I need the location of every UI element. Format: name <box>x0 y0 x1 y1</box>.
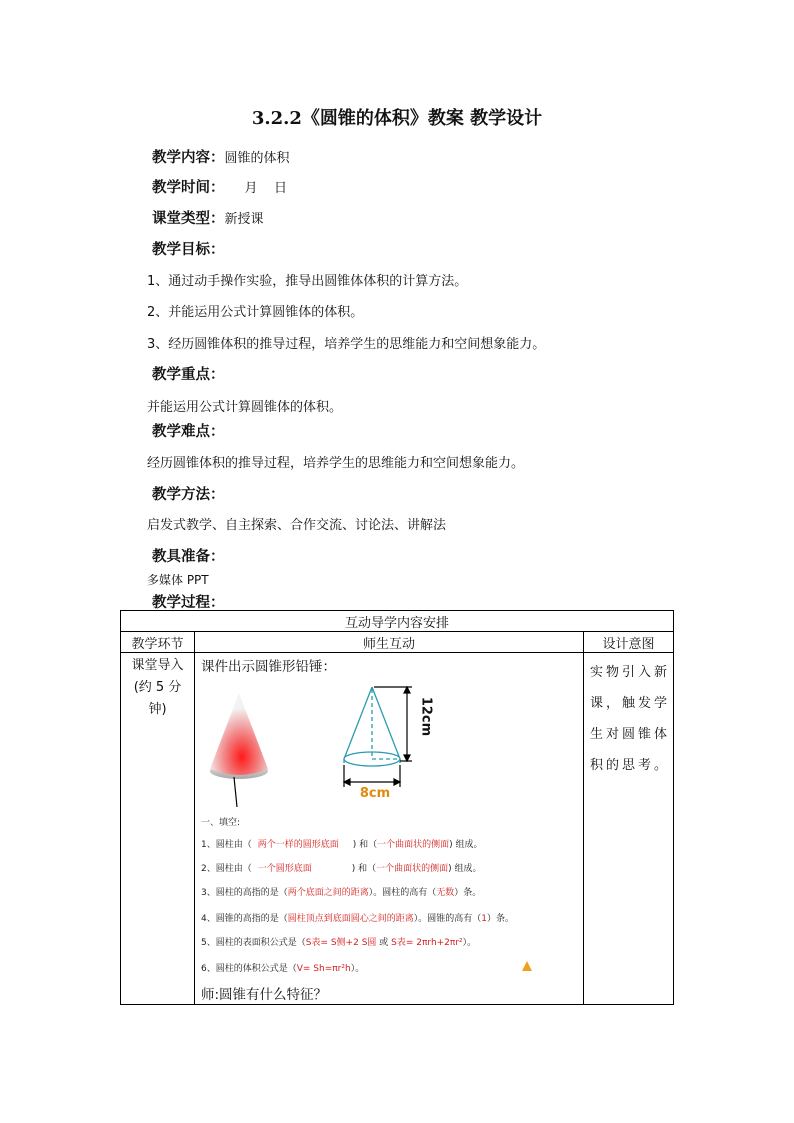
key-point-heading: 教学重点： <box>152 367 225 383</box>
class-type-label: 课堂类型： <box>152 211 225 227</box>
diameter-label: 8cm <box>359 786 391 801</box>
difficulty-heading: 教学难点： <box>152 424 225 440</box>
q2-answer-2: 一个曲面状的侧面 <box>376 864 449 874</box>
teaching-content-value: 圆锥的体积 <box>224 151 290 166</box>
method-text: 启发式教学、自主探索、合作交流、讨论法、讲解法 <box>147 518 447 533</box>
q2-a: 2、圆柱由（ <box>201 864 252 874</box>
table-caption: 互动导学内容安排 <box>121 611 674 632</box>
q2-e: ) 组成。 <box>448 864 482 874</box>
q4-a: 4、圆锥的高指的是（ <box>201 914 288 924</box>
q1-a: 1、圆柱由（ <box>201 840 252 850</box>
teaching-content <box>152 146 290 167</box>
q5-answer-2: S表= 2πrh+2πr² <box>391 938 463 948</box>
teaching-time-value: 月 日 <box>244 181 288 196</box>
teacher-question: 师:圆锥有什么特征？ <box>201 987 328 1003</box>
fill-question-1 <box>201 837 483 850</box>
fill-question-5 <box>201 935 476 948</box>
q4-answer-1: 圆柱顶点到底面圆心之间的距离 <box>287 914 414 924</box>
q4-c: ）。圆锥的高有（ <box>413 914 482 924</box>
process-heading: 教学过程： <box>152 595 225 611</box>
fill-question-3 <box>201 885 481 898</box>
stage-line: 钟) <box>148 702 167 717</box>
header-intent: 设计意图 <box>584 632 674 653</box>
q2-answer-1: 一个圆形底面 <box>257 864 312 874</box>
q3-answer-2: 无数 <box>436 888 455 898</box>
header-stage: 教学环节 <box>121 632 195 653</box>
height-label: 12cm <box>418 696 434 737</box>
stage-line: 课堂导入 <box>131 658 184 673</box>
tools-text: 多媒体 PPT <box>147 573 209 587</box>
cone-diagram <box>344 687 400 766</box>
stage-cell <box>121 653 195 1005</box>
fill-question-6 <box>201 961 364 974</box>
intro-text: 课件出示圆锥形铅锤： <box>201 659 336 675</box>
intent-cell: 实物引入新课，触发学生对圆锥体积的思考。 <box>584 653 674 1005</box>
q1-c: ) 和（ <box>352 840 378 850</box>
stage-line: (约 5 分 <box>133 680 182 695</box>
goal-item: 3、经历圆锥体积的推导过程，培养学生的思维能力和空间想象能力。 <box>147 337 546 352</box>
goals-heading: 教学目标： <box>152 242 225 258</box>
q3-a: 3、圆柱的高指的是（ <box>201 888 288 898</box>
class-type-value: 新授课 <box>224 212 264 227</box>
class-type <box>152 207 264 228</box>
method-heading: 教学方法： <box>152 487 225 503</box>
q4-answer-2: 1 <box>481 914 487 924</box>
goal-item: 1、通过动手操作实验，推导出圆锥体体积的计算方法。 <box>147 274 468 289</box>
header-interaction: 师生互动 <box>195 632 584 653</box>
fill-question-2 <box>201 861 482 874</box>
q3-e: ）条。 <box>454 888 482 898</box>
goal-item: 2、并能运用公式计算圆锥体的体积。 <box>147 305 364 320</box>
q2-c: ) 和（ <box>351 864 377 874</box>
teaching-time-label: 教学时间： <box>152 180 225 196</box>
q5-c: 或 <box>376 938 392 948</box>
key-point-text: 并能运用公式计算圆锥体的体积。 <box>147 400 343 415</box>
q4-e: ）条。 <box>487 914 515 924</box>
q6-c: ）。 <box>350 964 365 974</box>
q3-answer-1: 两个底面之间的距离 <box>287 888 369 898</box>
q5-e: ）。 <box>462 938 477 948</box>
q1-answer-1: 两个一样的圆形底面 <box>257 840 339 850</box>
document-title: 3.2.2《圆锥的体积》教案 教学设计 <box>251 108 543 129</box>
diameter-dimension <box>344 765 400 787</box>
teaching-time <box>152 176 287 197</box>
q3-c: ）。圆柱的高有（ <box>368 888 437 898</box>
fill-question-4 <box>201 911 514 924</box>
fill-heading: 一、填空: <box>201 818 241 828</box>
q6-a: 6、圆柱的体积公式是（ <box>201 964 297 974</box>
teaching-content-label: 教学内容： <box>152 150 225 166</box>
tools-heading: 教具准备： <box>152 549 225 565</box>
interaction-cell <box>195 653 584 1005</box>
q1-answer-2: 一个曲面状的侧面 <box>377 840 450 850</box>
q5-answer-1: S表= S侧+2 S圆 <box>305 938 377 948</box>
solid-cone-icon <box>210 693 268 807</box>
difficulty-text: 经历圆锥体积的推导过程，培养学生的思维能力和空间想象能力。 <box>147 456 525 471</box>
height-dimension <box>374 687 412 761</box>
warning-triangle-icon <box>521 960 533 972</box>
q6-answer: V= Sh=πr²h <box>296 964 351 974</box>
process-table <box>120 610 674 1005</box>
q1-e: ) 组成。 <box>449 840 483 850</box>
q5-a: 5、圆柱的表面积公式是（ <box>201 938 306 948</box>
